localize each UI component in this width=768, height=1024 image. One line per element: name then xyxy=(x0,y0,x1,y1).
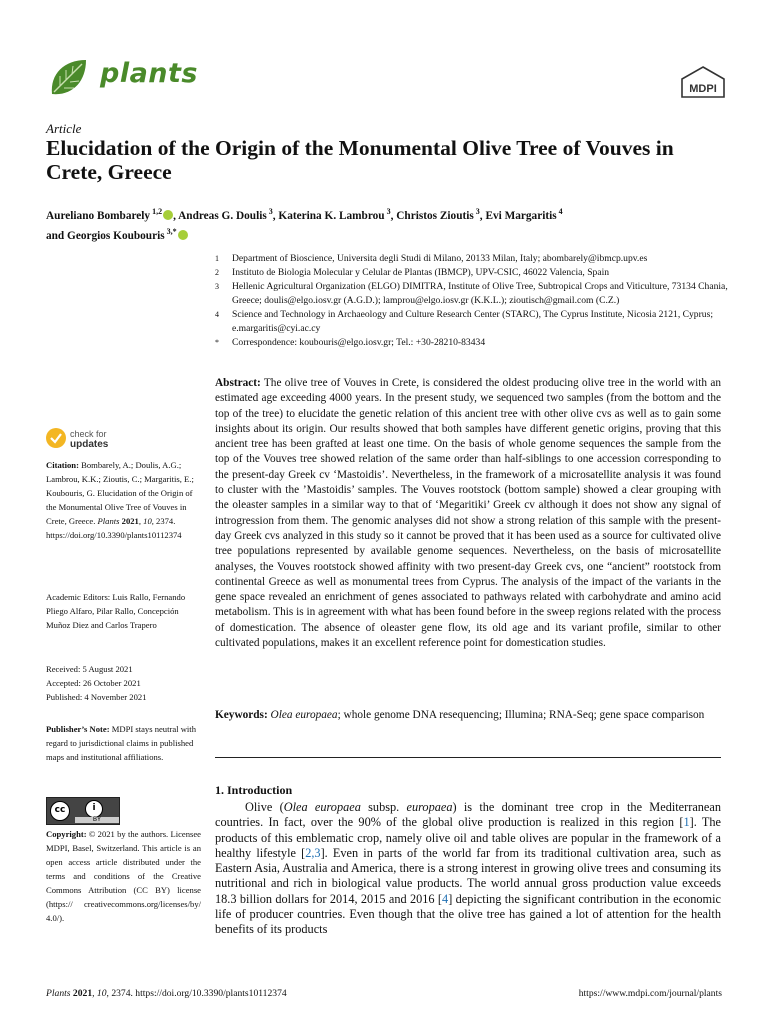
affiliation-mark: 4 xyxy=(215,310,219,319)
author-affiliation-sup: 1,2 xyxy=(150,207,163,216)
author-affiliation-sup: 4 xyxy=(556,207,563,216)
article-type: Article xyxy=(46,121,82,136)
author-name: Katerina K. Lambrou xyxy=(278,209,385,222)
author-name: and Georgios Koubouris xyxy=(46,229,165,242)
author-name: Aureliano Bombarely xyxy=(46,209,151,222)
affiliation-mark: 1 xyxy=(215,254,219,263)
author-name: Andreas G. Doulis xyxy=(178,209,267,222)
publisher-name: MDPI xyxy=(689,83,717,95)
received-date: Received: 5 August 2021 xyxy=(46,664,133,674)
keywords: Keywords: Olea europaea; whole genome DNA resequencing; Illumina; RNA-Seq; gene space comparison xyxy=(215,709,705,721)
author-name: Evi Margaritis xyxy=(485,209,557,222)
journal-url-link[interactable]: https://www.mdpi.com/journal/plants xyxy=(578,988,722,999)
affiliation-mark: * xyxy=(215,338,219,347)
abstract xyxy=(215,376,721,651)
published-date: Published: 4 November 2021 xyxy=(46,692,147,702)
affiliation-mark: 2 xyxy=(215,268,219,277)
reference-link[interactable]: 2,3 xyxy=(305,845,321,860)
author-affiliation-sup: 3 xyxy=(473,207,480,216)
author-affiliation-sup: 3 xyxy=(266,207,273,216)
check-for-updates-button[interactable] xyxy=(46,428,146,454)
citation-block: Citation: Bombarely, A.; Doulis, A.G.; Lambrou, K.K.; Zioutis, C.; Margaritis, E.; Koubouris, G. Elucidation of the Origin of the Monumental Olive Tree of Vouves in Crete, Greece. Plants 2021, 10, 2374. https://doi.org/10.3390/plants10112374 xyxy=(46,460,194,540)
leaf-logo-icon xyxy=(46,56,90,100)
author-affiliation-sup: 3 xyxy=(384,207,391,216)
abstract-text: The olive tree of Vouves in Crete, is considered the oldest producing olive tree in the world with an estimated age exceeding 4000 years. In the present study, we sequenced two samples (from the bottom and the top of the tree) to elucidate the genetic relation of this ancient tree with other olive cvs as well as to gain some insights about its origin. Our results showed that both samples have different genetic origins, proving that this ancient tree has been grafted at least one time. On the basis of whole genome sequences the sample from the top of the Vouves tree showed relation of the same order than half-siblings to one accession corresponding to the present-day Greek cv ‘Mastoidis’. Nevertheless, in the framework of a microsatellite analysis it was found to cluster with the ’Mastoidis’ samples. The Vouves rootstock (bottom sample) showed a clear grouping with the oleaster samples in a similar way to that of ‘Megaritiki’ Greek cv although it does not show any signal of introgression from them. The genomic analyses did not show a strong relation of this sample with the present-day Greek cvs analyzed in this study so it cannot be proved that it has been used as a source for cultivated olive tree populations represented by available genome sequences. Nevertheless, on the basis of microsatellite analyses, the Vouves rootstock showed affinity with two present-day Greek cvs, one “ancient” rootstock from continental Greece as well as monumental trees from Cyprus. The analysis of the impact of the variants in the gene space revealed an enrichment of genes associated to pathways related with carbohydrate and amino acid metabolism. This is in agreement with what has been found before in the sweep regions related with the process of domestication. The absence of oleaster gene flow, its old age and its variant profile, similar to other cultivated populations, makes it an excellent reference point for domestication studies. xyxy=(215,377,721,650)
check-updates-icon xyxy=(46,428,66,448)
footer-citation: Plants 2021, 10, 2374. https://doi.org/10.3390/plants10112374 xyxy=(46,988,287,999)
affiliation-item xyxy=(215,266,735,280)
author-list: Aureliano Bombarely $^{1,2}$ , Andreas G. Doulis $^3$, Katerina K. Lambrou $^3$, Christos Zioutis $^3$, Evi Margaritis $^4$ and Georgios Koubouris $^{3,*}$ xyxy=(46,207,563,242)
cc-by-license-badge[interactable] xyxy=(46,797,120,825)
affiliation-item xyxy=(215,336,735,350)
publisher-note: Publisher’s Note: MDPI stays neutral with regard to jurisdictional claims in published maps and institutional affiliations. xyxy=(46,724,196,762)
section-heading: 1. Introduction xyxy=(215,783,293,797)
check-updates-line2: updates xyxy=(70,439,109,450)
check-updates-line1: check for xyxy=(70,429,107,439)
academic-editors: Academic Editors: Luis Rallo, Fernando Pliego Alfaro, Pilar Rallo, Concepción Muñoz Diez and Carlos Trapero xyxy=(46,592,186,630)
person-icon: i xyxy=(85,800,103,818)
journal-header xyxy=(46,56,726,106)
orcid-icon[interactable] xyxy=(163,210,173,220)
affiliation-text: Science and Technology in Archaeology and Culture Research Center (STARC), The Cyprus Institute, Nicosia 2121, Cyprus; e.margaritis@cyi.ac.cy xyxy=(232,309,713,334)
intro-paragraph: Olive (Olea europaea subsp. europaea) is the dominant tree crop in the Mediterranean countries. In fact, over the 90% of the global olive production is realized in this region [1]. The products of this emblematic crop, namely olive oil and table olives are popular in the framework of a healthy lifestyle [2,3]. Even in parts of the world far from its traditional cultivation area, such as Eastern Asia, Australia and America, there is a strong interest in growing olive trees and consuming its nutritional and rich in biological value products. The world annual gross production value exceeds 18.3 billion dollars for 2014, 2015 and 2016 [4] depicting the significant contribution in the economic life of producer countries. Even though that the olive tree has gained a lot of attention for the health benefits of its products xyxy=(215,800,722,937)
affiliation-mark: 3 xyxy=(215,282,219,291)
affiliations xyxy=(215,252,735,350)
article-title: Elucidation of the Origin of the Monumental Olive Tree of Vouves in Crete, Greece xyxy=(46,136,674,184)
affiliation-text: Department of Bioscience, Universita degli Studi di Milano, 20133 Milan, Italy; abombarely@ibmcp.upv.es xyxy=(232,253,648,264)
author-name: Christos Zioutis xyxy=(396,209,474,222)
abstract-label: Abstract: xyxy=(215,377,261,389)
page-footer xyxy=(46,988,722,999)
cc-by-label: BY xyxy=(75,817,119,823)
accepted-date: Accepted: 26 October 2021 xyxy=(46,678,141,688)
orcid-icon[interactable] xyxy=(178,230,188,240)
copyright-block: Copyright: © 2021 by the authors. Licensee MDPI, Basel, Switzerland. This article is an open access article distributed under the terms and conditions of the Creative Commons Attribution (CC BY) license (https:// creativecommons.org/licenses/by/ 4.0/). xyxy=(46,829,201,923)
reference-link[interactable]: 4 xyxy=(442,891,449,906)
affiliation-text: Instituto de Biologia Molecular y Celular de Plantas (IBMCP), UPV-CSIC, 46022 Valencia, Spain xyxy=(232,267,610,278)
affiliation-text: Correspondence: koubouris@elgo.iosv.gr; Tel.: +30-28210-83434 xyxy=(232,337,486,348)
affiliation-item xyxy=(215,252,735,266)
dates-block xyxy=(46,662,201,704)
affiliation-item xyxy=(215,308,735,336)
journal-name: plants xyxy=(100,58,199,89)
affiliation-item xyxy=(215,280,735,308)
divider xyxy=(215,757,721,758)
mdpi-logo-icon xyxy=(680,66,726,98)
reference-link[interactable]: 1 xyxy=(683,815,690,830)
cc-icon: cc xyxy=(50,801,70,821)
author-affiliation-sup: 3,* xyxy=(164,226,177,236)
affiliation-text: Hellenic Agricultural Organization (ELGO) DIMITRA, Institute of Olive Tree, Subtropical Crops and Viticulture, 73134 Chania, Greece; doulis@elgo.iosv.gr (A.G.D.); lamprou@elgo.iosv.gr (K.K.L.); zioutisch@gmail.com (C.Z.) xyxy=(232,281,728,306)
keywords-label: Keywords: xyxy=(215,709,268,721)
